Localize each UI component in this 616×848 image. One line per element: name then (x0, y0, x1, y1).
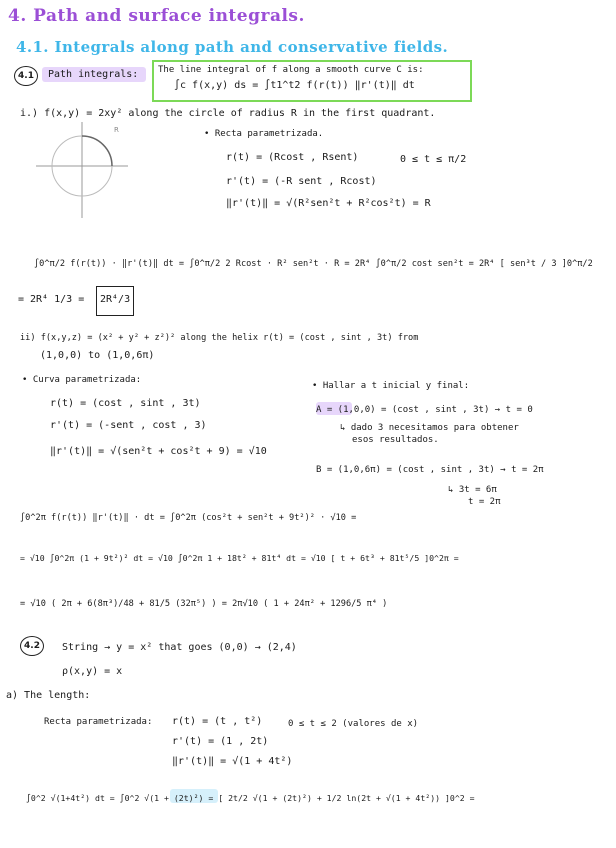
part1-answer: 2R⁴/3 (100, 294, 131, 305)
part1-norm: ‖r'(t)‖ = √(R²sen²t + R²cos²t) = R (226, 198, 431, 209)
part1-r: r(t) = (Rcost , Rsent) (226, 152, 359, 163)
part1-statement: i.) f(x,y) = 2xy² along the circle of radius R in the first quadrant. (20, 108, 436, 119)
quarter-circle-sketch (32, 118, 130, 220)
part2-r: r(t) = (cost , sint , 3t) (50, 398, 201, 409)
part2-integral-1: ∫0^2π f(r(t)) ‖r'(t)‖ · dt = ∫0^2π (cos²t + sen²t + 9t²)² · √10 = (20, 513, 357, 523)
part2-norm: ‖r'(t)‖ = √(sen²t + cos²t + 9) = √10 (50, 446, 267, 457)
part2-find-title: • Hallar a t inicial y final: (312, 381, 470, 391)
part2-find-c: esos resultados. (352, 435, 439, 445)
part2-find-e: ↳ 3t = 6π (448, 485, 497, 495)
part1-range: 0 ≤ t ≤ π/2 (400, 154, 467, 165)
part2-find-f: t = 2π (468, 497, 501, 507)
section-heading: 4.1. Integrals along path and conservative fields. (16, 38, 449, 56)
part1-r-prime: r'(t) = (-R sent , Rcost) (226, 176, 377, 187)
part1-param-title: • Recta parametrizada. (204, 129, 324, 139)
part2-find-b: ↳ dado 3 necesitamos para obtener (340, 423, 519, 433)
section-number-4-2: 4.2 (20, 636, 44, 656)
svg-text:R: R (114, 126, 119, 134)
section2-integral: ∫0^2 √(1+4t²) dt = ∫0^2 √(1 + (2t)²) = [ 2t/2 √(1 + (2t)²) + 1/2 ln(2t + √(1 + 4t²)) ]0^2 = (26, 793, 475, 803)
section2-param-title: Recta parametrizada: (44, 717, 153, 727)
part1-result-prefix: = 2R⁴ 1/3 = (18, 294, 85, 305)
part2-param-title: • Curva parametrizada: (22, 375, 142, 385)
part2-r-prime: r'(t) = (-sent , cost , 3) (50, 420, 207, 431)
part2-find-d: B = (1,0,6π) = (cost , sint , 3t) → t = 2π (316, 465, 544, 475)
section2-r-prime: r'(t) = (1 , 2t) (172, 736, 269, 747)
section2-part-a: a) The length: (6, 690, 91, 701)
part2-find-a: A = (1,0,0) = (cost , sint , 3t) → t = 0 (316, 405, 533, 415)
definition-line-1: The line integral of f along a smooth curve C is: (158, 65, 424, 75)
section2-norm: ‖r'(t)‖ = √(1 + 4t²) (172, 756, 293, 767)
part2-statement-b: (1,0,0) to (1,0,6π) (40, 350, 155, 361)
part1-integral: ∫0^π/2 f(r(t)) · ‖r'(t)‖ dt = ∫0^π/2 2 Rcost · R² sen²t · R = 2R⁴ ∫0^π/2 cost sen²t = 2R⁴ [ sen³t / 3 ]0^π/2 (34, 259, 593, 269)
part2-statement-a: ii) f(x,y,z) = (x² + y² + z²)² along the helix r(t) = (cost , sint , 3t) from (20, 333, 419, 343)
section2-range: 0 ≤ t ≤ 2 (valores de x) (288, 719, 419, 729)
section2-statement: String → y = x² that goes (0,0) → (2,4) (62, 642, 297, 653)
definition-formula: ∫c f(x,y) ds = ∫t1^t2 f(r(t)) ‖r'(t)‖ dt (174, 80, 415, 91)
section2-density: ρ(x,y) = x (62, 666, 123, 677)
part2-integral-3: = √10 ( 2π + 6(8π³)/48 + 81/5 (32π⁵) ) = 2π√10 ( 1 + 24π² + 1296/5 π⁴ ) (20, 599, 388, 609)
page-heading: 4. Path and surface integrals. (8, 6, 305, 26)
path-integrals-label: Path integrals: (48, 69, 139, 80)
section-number-4-1: 4.1 (14, 66, 38, 86)
section2-r: r(t) = (t , t²) (172, 716, 263, 727)
part2-integral-2: = √10 ∫0^2π (1 + 9t²)² dt = √10 ∫0^2π 1 + 18t² + 81t⁴ dt = √10 [ t + 6t³ + 81t⁵/5 ]0^2π = (20, 553, 459, 563)
